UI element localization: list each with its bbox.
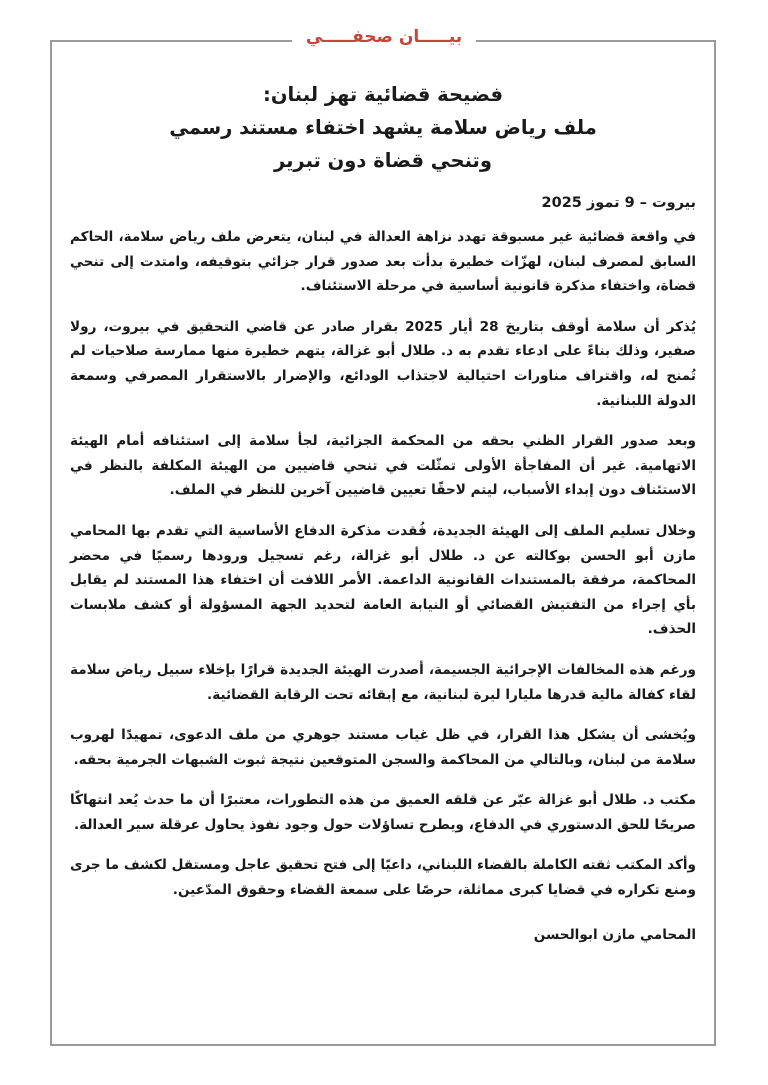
paragraph-4: وخلال تسليم الملف إلى الهيئة الجديدة، فُقدت مذكرة الدفاع الأساسية التي تقدم بها المحامي مازن أبو الحسن بوكالته عن د. طلال أبو غزالة، رغم تسجيل ورودها رسميًا في محضر المحاكمة، مرفقة بالمستندات القانونية الداعمة. الأمر اللافت أن اختفاء هذا المستند لم يقابل بأي إجراء من التفتيش القضائي أو النيابة العامة لتحديد الجهة المسؤولة أو كشف ملابسات الحذف.	[70, 522, 696, 638]
paragraph-2: يُذكر أن سلامة أوقف بتاريخ 28 أيار 2025 بقرار صادر عن قاضي التحقيق في بيروت، رولا صفير، وذلك بناءً على ادعاء تقدم به د. طلال أبو غزالة، يتهم خطيرة منها ممارسة صلاحيات لم تُمنح له، واقتراف مناورات احتيالية لاجتذاب الودائع، والإضرار بالاستقرار المصرفي وسمعة الدولة اللبنانية.	[70, 318, 697, 409]
press-release-header	[0, 27, 768, 47]
signature: المحامي مازن ابوالحسن	[533, 926, 696, 943]
headline	[70, 78, 696, 177]
headline-line-2: ملف رياض سلامة يشهد اختفاء مستند رسمي	[169, 116, 597, 139]
paragraph-3: وبعد صدور القرار الظني بحقه من المحكمة الجزائية، لجأ سلامة إلى استئنافه أمام الهيئة الاتهامية. غير أن المفاجأة الأولى تمثّلت في تنحي قاضيين من الهيئة المكلفة بالنظر في الاستئناف دون إبداء الأسباب، ليتم لاحقًا تعيين قاضيين آخرين للنظر في الملف.	[70, 433, 696, 499]
paragraph-7: مكتب د. طلال أبو غزالة عبّر عن قلقه العميق من هذه التطورات، معتبرًا أن ما حدث يُعد انتهاكًا صريحًا للحق الدستوري في الدفاع، ويطرح تساؤلات حول وجود نفوذ يحاول عرقلة سير العدالة.	[70, 792, 696, 833]
paragraph-1: في واقعة قضائية غير مسبوقة تهدد نزاهة العدالة في لبنان، يتعرض ملف رياض سلامة، الحاكم السابق لمصرف لبنان، لهزّات خطيرة بدأت بعد صدور قرار جزائي بتوقيفه، وامتدت إلى تنحي قضاة، واختفاء مذكرة قانونية أساسية في مرحلة الاستئناف.	[70, 229, 696, 295]
paragraph-6: ويُخشى أن يشكل هذا القرار، في ظل غياب مستند جوهري من ملف الدعوى، تمهيدًا لهروب سلامة من لبنان، وبالتالي من المحاكمة والسجن المتوقعين نتيجة ثبوت الشبهات الجرمية بحقه.	[70, 727, 696, 768]
paragraph-5: ورغم هذه المخالفات الإجرائية الجسيمة، أصدرت الهيئة الجديدة قرارًا بإخلاء سبيل رياض سلامة لقاء كفالة مالية قدرها مليارا ليرة لبنانية، مع إبقائه تحت الرقابة القضائية.	[70, 661, 696, 703]
press-release-label: بيـــــان صحفـــــي	[292, 27, 476, 47]
document-body	[70, 78, 696, 943]
dateline: بيروت – 9 تموز 2025	[541, 195, 696, 211]
headline-line-1: فضيحة قضائية تهز لبنان:	[263, 83, 503, 106]
paragraph-8: وأكد المكتب ثقته الكاملة بالقضاء اللبناني، داعيًا إلى فتح تحقيق عاجل ومستقل لكشف ما جرى ومنع تكراره في قضايا كبرى مماثلة، حرصًا على سمعة القضاء وحقوق المدّعين.	[70, 857, 696, 899]
headline-line-3: وتنحي قضاة دون تبرير	[273, 149, 492, 172]
